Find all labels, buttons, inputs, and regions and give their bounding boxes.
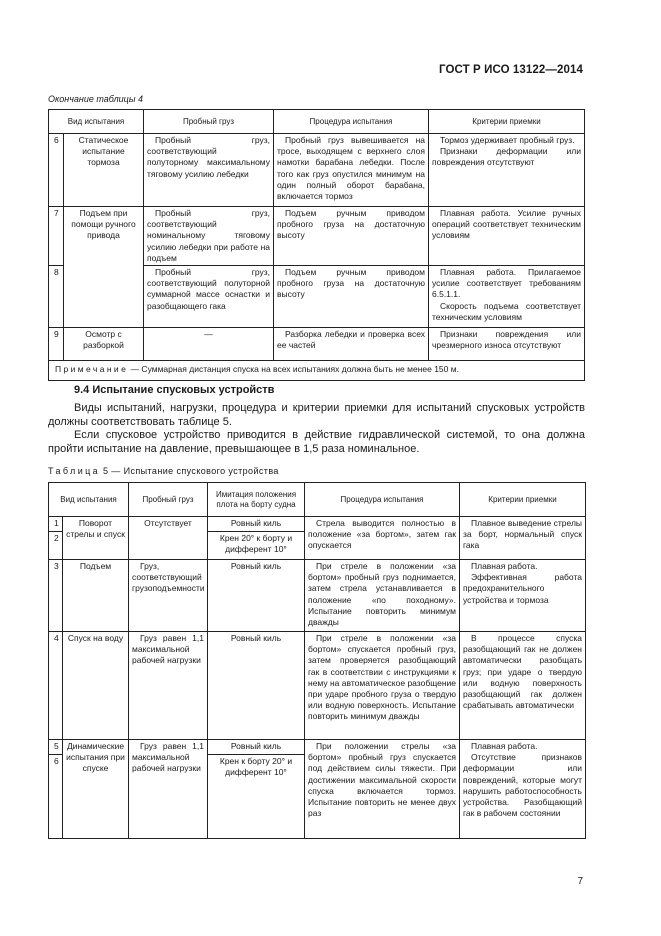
- table-row: [49, 328, 585, 361]
- table5-header-criteria: Критерии приемки: [460, 483, 586, 517]
- test-procedure: Пробный груз вывешивается на тросе, выходящем с верхнего слоя намотки барабана лебедки. После того как груз опустился минимум на один полный оборот барабана, включается тормоз: [274, 134, 429, 207]
- criteria-line: Скорость подъема соответствует техническим условиям: [432, 300, 581, 322]
- criteria-line: Тормоз удерживает пробный груз.: [440, 135, 575, 145]
- test-load: Отсутствует: [129, 517, 208, 560]
- table4-caption: Окончание таблицы 4: [48, 94, 143, 104]
- row-number: 3: [49, 560, 63, 632]
- test-criteria: [460, 740, 586, 839]
- position: Ровный киль: [208, 740, 305, 755]
- page-number: 7: [577, 876, 583, 887]
- section-title: 9.4 Испытание спусковых устройств: [74, 384, 275, 396]
- test-procedure: Подъем ручным приводом пробного груза на достаточную высоту: [274, 207, 429, 266]
- row-number: 9: [49, 328, 64, 361]
- test-procedure: При стреле в положении «за бортом» пробный груз поднимается, затем стрела устанавливается в положение «по походному». Испытание повторить минимум дважды: [305, 560, 460, 632]
- row-number: 8: [49, 266, 64, 328]
- table4-header-row: [49, 110, 585, 134]
- table-row: [49, 740, 586, 755]
- test-criteria: Плавная работа. Усилие ручных операций соответствует техническим условиям: [429, 207, 585, 266]
- table5-caption: [48, 466, 279, 476]
- test-type: Подъем при помощи ручного привода: [64, 207, 144, 328]
- table5-header-procedure: Процедура испытания: [305, 483, 460, 517]
- table4-header-criteria: Критерии приемки: [429, 110, 585, 134]
- document-header: ГОСТ Р ИСО 13122—2014: [438, 64, 583, 76]
- paragraph: Если спусковое устройство приводится в действие гидравлической системой, то она должна пройти испытание на давление, превышающее в 1,5 раза номинальное.: [48, 429, 585, 455]
- test-criteria: [429, 134, 585, 207]
- test-procedure: Подъем ручным приводом пробного груза на достаточную высоту: [274, 266, 429, 328]
- table4-header-type: Вид испытания: [49, 110, 144, 134]
- position: Ровный киль: [208, 560, 305, 632]
- test-procedure: При стреле в положении «за бортом» спускается пробный груз, затем проверяется разобщающий гак в соответствии с инструкциями к нему на автоматическое разобщение при ударе пробного груза о твердую или водную поверхность. Испытание повторить минимум дважды: [305, 632, 460, 740]
- test-criteria: В процессе спуска разобщающий гак не должен автоматически разобщать груз; при ударе о твердую или водную поверхность разобщающий гак должен срабатывать автоматически: [460, 632, 586, 740]
- table5-header-position: Имитация положения плота на борту судна: [208, 483, 305, 517]
- table5: [48, 482, 586, 839]
- note-label: Примечание: [55, 364, 129, 375]
- test-procedure: Разборка лебедки и проверка всех ее частей: [274, 328, 429, 361]
- test-criteria: Признаки повреждения или чрезмерного износа отсутствуют: [429, 328, 585, 361]
- test-procedure: Стрела выводится полностью в положение «за бортом», затем гак опускается: [305, 517, 460, 560]
- criteria-line: Признаки деформации или повреждения отсутствуют: [432, 146, 581, 168]
- table4-header-load: Пробный груз: [144, 110, 274, 134]
- test-load: Груз равен 1,1 максимальной рабочей нагрузки: [129, 632, 208, 740]
- caption-word: Таблица: [48, 466, 101, 476]
- test-criteria: [429, 266, 585, 328]
- test-type: Динамические испытания при спуске: [63, 740, 129, 839]
- row-number: 6: [49, 134, 64, 207]
- table4-note-row: [49, 361, 585, 381]
- test-type: Поворот стрелы и спуск: [63, 517, 129, 560]
- position: Крен 20° к борту и дифферент 10°: [208, 532, 305, 560]
- test-load: Груз равен 1,1 максимальной рабочей нагрузки: [129, 740, 208, 839]
- table-row: [49, 207, 585, 266]
- criteria-line: Отсутствие признаков деформации или повреждений, которые могут нарушить работоспособность устройства. Разобщающий гак в рабочем состоянии: [463, 752, 582, 819]
- position: Крен к борту 20° и дифферент 10°: [208, 755, 305, 839]
- table5-header-load: Пробный груз: [129, 483, 208, 517]
- test-load: Пробный груз, соответствующий полуторной суммарной массе оснастки и разобщающего гака: [144, 266, 274, 328]
- caption-rest: 5 — Испытание спускового устройства: [100, 466, 279, 476]
- test-type: Подъем: [63, 560, 129, 632]
- row-number: 4: [49, 632, 63, 740]
- table5-header-row: [49, 483, 586, 517]
- paragraph: Виды испытаний, нагрузки, процедура и критерии приемки для испытаний спусковых устройств должны соответствовать таблице 5.: [48, 402, 585, 428]
- position: Ровный киль: [208, 632, 305, 740]
- test-type: Статическое испытание тормоза: [64, 134, 144, 207]
- criteria-line: Плавная работа.: [471, 561, 538, 571]
- table5-header-type: Вид испытания: [49, 483, 129, 517]
- criteria-line: Плавная работа. Прилагаемое усилие соответствует требованиям 6.5.1.1.: [432, 267, 581, 300]
- row-number: 6: [49, 755, 63, 839]
- test-type: Осмотр с разборкой: [64, 328, 144, 361]
- row-number: 2: [49, 532, 63, 560]
- criteria-line: Плавная работа.: [471, 741, 538, 751]
- row-number: 5: [49, 740, 63, 755]
- position: Ровный киль: [208, 517, 305, 532]
- test-type: Спуск на воду: [63, 632, 129, 740]
- criteria-line: Эффективная работа предохранительного устройства и тормоза: [463, 572, 582, 605]
- row-number: 7: [49, 207, 64, 266]
- test-load: Пробный груз, соответствующий номинальному тяговому усилию лебедки при работе на подъем: [144, 207, 274, 266]
- test-criteria: [460, 560, 586, 632]
- note-text: — Суммарная дистанция спуска на всех испытаниях должна быть не менее 150 м.: [128, 364, 459, 375]
- test-load: Пробный груз, соответствующий полуторному максимальному тяговому усилию лебедки: [144, 134, 274, 207]
- table-row: [49, 632, 586, 740]
- table-row: [49, 517, 586, 532]
- row-number: 1: [49, 517, 63, 532]
- section-body: [48, 402, 585, 456]
- test-load: —: [144, 328, 274, 361]
- table4: [48, 109, 585, 381]
- table4-header-procedure: Процедура испытания: [274, 110, 429, 134]
- test-load: Груз, соответствующий грузоподъемности: [129, 560, 208, 632]
- table-row: [49, 560, 586, 632]
- test-procedure: При положении стрелы «за бортом» пробный груз спускается под действием силы тяжести. При достижении максимальной скорости спуска включается тормоз. Испытание повторить не менее двух раз: [305, 740, 460, 839]
- table-row: [49, 134, 585, 207]
- test-criteria: Плавное выведение стрелы за борт, нормальный спуск гака: [460, 517, 586, 560]
- table4-note: [49, 361, 585, 381]
